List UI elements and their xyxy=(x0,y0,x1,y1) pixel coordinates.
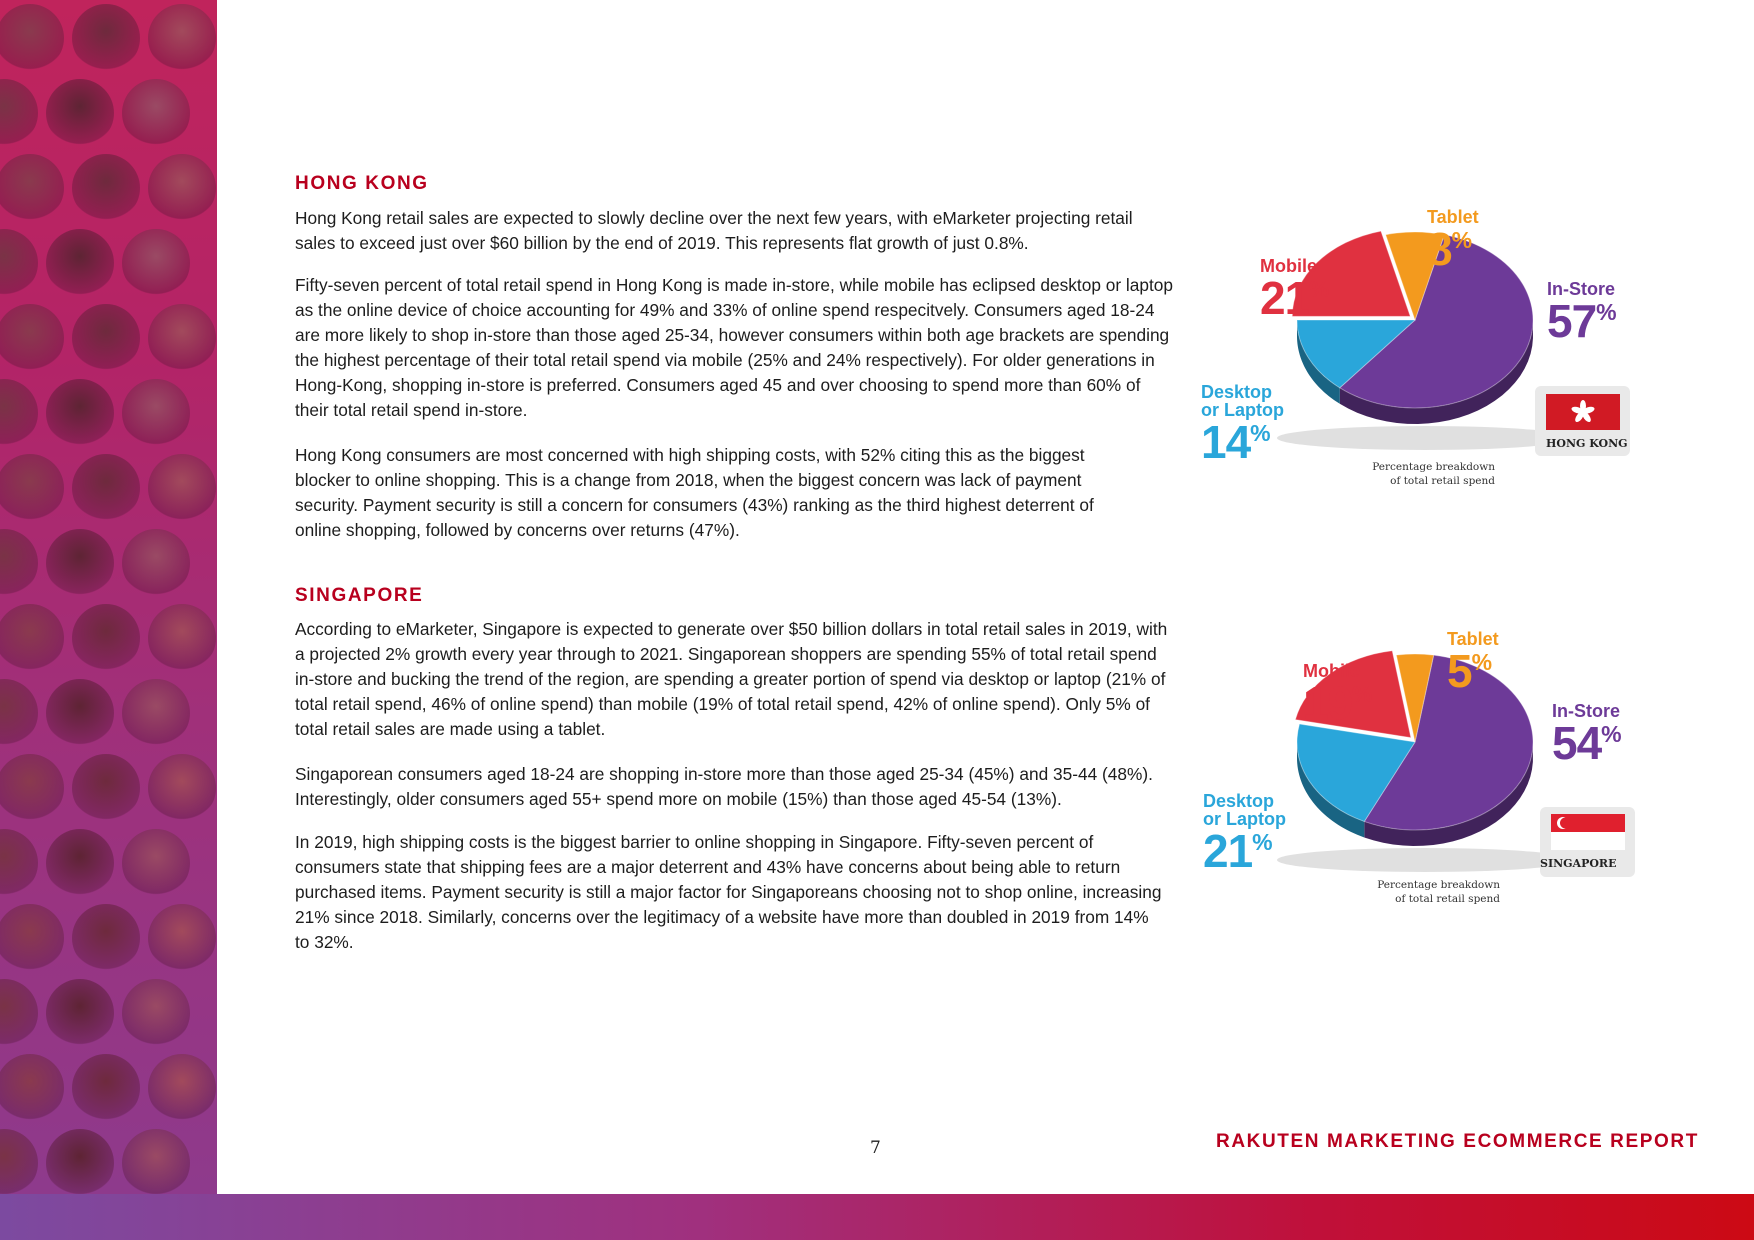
mosaic-face xyxy=(0,679,38,747)
singapore-paragraph-1: According to eMarketer, Singapore is expected to generate over $50 billion dollars in total retail sales in 2019, with a projected 2% growth every year through to 2021. Singaporean shoppers are spending 55% of total retail spend in-store and bucking the trend of the region, are spending a greater portion of spend via desktop or laptop (21% of total retail spend, 46% of online spend) than mobile (19% of total retail spend, 42% of online spend). Only 5% of total retail sales are made using a tablet. xyxy=(295,619,1168,739)
hong-kong-heading: HONG KONG xyxy=(295,173,429,194)
mosaic-face xyxy=(72,604,140,672)
hk-caption-line1: Percentage breakdown xyxy=(1372,461,1495,473)
hk-tablet-label xyxy=(1427,207,1479,275)
hk-mobile-percent: % xyxy=(1309,276,1330,302)
mosaic-face xyxy=(72,754,140,822)
singapore-pie-svg xyxy=(1195,622,1645,922)
hong-kong-flag-icon xyxy=(1546,394,1620,430)
hong-kong-flag-box xyxy=(1535,386,1630,456)
sg-desktop-name-line1: Desktop xyxy=(1203,791,1275,811)
hong-kong-pie-chart xyxy=(1195,200,1645,500)
sg-tablet-value: 5 xyxy=(1447,645,1472,697)
singapore-paragraph-3: In 2019, high shipping costs is the biggest barrier to online shopping in Singapore. Fifty-seven percent of consumers state that shipping fees are a major deterrent and 43% have concerns about being able to return purchased items. Payment security is still a major factor for Singaporeans choosing not to shop online, increasing 21% since 2018. Similarly, concerns over the legitimacy of a website have more than doubled in 2019 from 14% to 32%. xyxy=(295,832,1162,952)
mosaic-face xyxy=(46,79,114,147)
sg-pie-shadow xyxy=(1277,848,1573,872)
mosaic-face xyxy=(72,154,140,222)
mosaic-face xyxy=(46,679,114,747)
hk-desktop-name-line2: or Laptop xyxy=(1201,400,1284,420)
mosaic-face xyxy=(46,229,114,297)
mosaic-face xyxy=(148,304,216,372)
bottom-gradient-bar xyxy=(0,1194,1754,1240)
hk-instore-label xyxy=(1547,279,1617,347)
mosaic-face xyxy=(0,454,64,522)
mosaic-face xyxy=(0,229,38,297)
mosaic-face xyxy=(148,904,216,972)
hk-instore-name: In-Store xyxy=(1547,279,1616,299)
hk-pie-shadow xyxy=(1277,426,1573,450)
mosaic-face xyxy=(0,1129,38,1194)
hk-instore-percent: % xyxy=(1596,299,1617,325)
sg-desktop-name-line2: or Laptop xyxy=(1203,809,1286,829)
sg-caption-line2: of total retail spend xyxy=(1395,893,1500,905)
mosaic-face xyxy=(148,454,216,522)
mosaic-face xyxy=(46,979,114,1047)
sg-instore-value: 54 xyxy=(1552,717,1602,769)
mosaic-face xyxy=(0,304,64,372)
hk-desktop-name-line1: Desktop xyxy=(1201,382,1273,402)
mosaic-face xyxy=(148,4,216,72)
mosaic-face xyxy=(0,979,38,1047)
mosaic-face xyxy=(122,229,190,297)
singapore-flag-box xyxy=(1540,807,1635,877)
sg-mobile-name: Mobile xyxy=(1303,661,1360,681)
mosaic-face xyxy=(72,904,140,972)
singapore-paragraph-2: Singaporean consumers aged 18-24 are shopping in-store more than those aged 25-34 (45%) and 35-44 (48%). Interestingly, older consumers aged 55+ spend more on mobile (15%) than those aged 45-54 (13%). xyxy=(295,764,1153,809)
sg-tablet-label xyxy=(1447,629,1499,697)
hong-kong-paragraph-2: Fifty-seven percent of total retail spend in Hong Kong is made in-store, while mobile has eclipsed desktop or laptop as the online device of choice accounting for 49% and 33% of online spend respecitvely. Consumers aged 18-24 are more likely to shop in-store than those aged 25-34, however consumers within both age brackets are spending the highest percentage of their total retail spend via mobile (25% and 24% respectively). For older generations in Hong-Kong, shopping in-store is preferred. Consumers aged 45 and over choosing to spend more than 60% of their total retail spend in-store. xyxy=(295,275,1173,420)
sg-desktop-label xyxy=(1203,791,1286,877)
mosaic-face xyxy=(46,379,114,447)
hk-instore-value: 57 xyxy=(1547,295,1597,347)
mosaic-face xyxy=(148,754,216,822)
sg-desktop-value: 21 xyxy=(1203,825,1253,877)
hk-mobile-name: Mobile xyxy=(1260,256,1317,276)
sg-desktop-percent: % xyxy=(1252,829,1273,855)
mosaic-face xyxy=(148,154,216,222)
mosaic-face xyxy=(0,1054,64,1122)
mosaic-face xyxy=(0,604,64,672)
mosaic-face xyxy=(0,154,64,222)
sg-instore-label xyxy=(1552,701,1622,769)
mosaic-face xyxy=(0,829,38,897)
mosaic-face xyxy=(148,1054,216,1122)
mosaic-face xyxy=(122,829,190,897)
mosaic-face xyxy=(72,4,140,72)
hk-mobile-value: 21 xyxy=(1260,272,1310,324)
mosaic-face xyxy=(122,379,190,447)
mosaic-face xyxy=(0,529,38,597)
mosaic-face xyxy=(72,1054,140,1122)
mosaic-face xyxy=(0,4,64,72)
page-number: 7 xyxy=(870,1138,881,1158)
hk-desktop-value: 14 xyxy=(1201,416,1251,468)
mosaic-face xyxy=(122,679,190,747)
sg-tablet-percent: % xyxy=(1471,649,1493,675)
hong-kong-paragraph-3: Hong Kong consumers are most concerned with high shipping costs, with 52% citing this as the biggest blocker to online shopping. This is a change from 2018, when the biggest concern was lack of payment security. Payment security is still a concern for consumers (43%) ranking as the third highest deterrent of online shopping, followed by concerns over returns (47%). xyxy=(295,445,1094,540)
hk-caption-line2: of total retail spend xyxy=(1390,475,1495,487)
mosaic-face xyxy=(122,79,190,147)
mosaic-face xyxy=(72,454,140,522)
mosaic-face xyxy=(122,979,190,1047)
hk-tablet-value: 8 xyxy=(1427,223,1452,275)
mosaic-face xyxy=(46,529,114,597)
mosaic-face xyxy=(148,604,216,672)
hk-mobile-label xyxy=(1260,256,1330,324)
sg-instore-percent: % xyxy=(1601,721,1622,747)
hong-kong-flag-label: HONG KONG xyxy=(1546,437,1628,450)
hk-tablet-percent: % xyxy=(1451,227,1473,253)
report-title: RAKUTEN MARKETING ECOMMERCE REPORT xyxy=(1216,1131,1699,1152)
mosaic-face xyxy=(0,379,38,447)
hk-caption xyxy=(1325,460,1495,488)
mosaic-face xyxy=(46,829,114,897)
mosaic-face xyxy=(72,304,140,372)
singapore-flag-label: SINGAPORE xyxy=(1540,857,1617,870)
sg-caption-line1: Percentage breakdown xyxy=(1377,879,1500,891)
hk-desktop-percent: % xyxy=(1250,420,1271,446)
hk-desktop-label xyxy=(1201,382,1284,468)
mosaic-face xyxy=(0,754,64,822)
sg-instore-name: In-Store xyxy=(1552,701,1621,721)
hk-tablet-name: Tablet xyxy=(1427,207,1479,227)
mosaic-face xyxy=(0,79,38,147)
mosaic-face xyxy=(122,1129,190,1194)
photo-mosaic-strip xyxy=(0,0,217,1194)
sg-mobile-label xyxy=(1303,661,1373,729)
sg-mobile-percent: % xyxy=(1352,681,1373,707)
mosaic-face xyxy=(46,1129,114,1194)
sg-mobile-value: 19 xyxy=(1303,677,1353,729)
hong-kong-paragraph-1: Hong Kong retail sales are expected to slowly decline over the next few years, with eMarketer projecting retail sales to exceed just over $60 billion by the end of 2019. This represents flat growth of just 0.8%. xyxy=(295,208,1133,253)
sg-tablet-name: Tablet xyxy=(1447,629,1499,649)
singapore-flag-icon xyxy=(1551,814,1625,850)
singapore-pie-chart xyxy=(1195,622,1645,922)
sg-caption xyxy=(1330,878,1500,906)
singapore-heading: SINGAPORE xyxy=(295,585,424,606)
mosaic-face xyxy=(122,529,190,597)
mosaic-face xyxy=(0,904,64,972)
